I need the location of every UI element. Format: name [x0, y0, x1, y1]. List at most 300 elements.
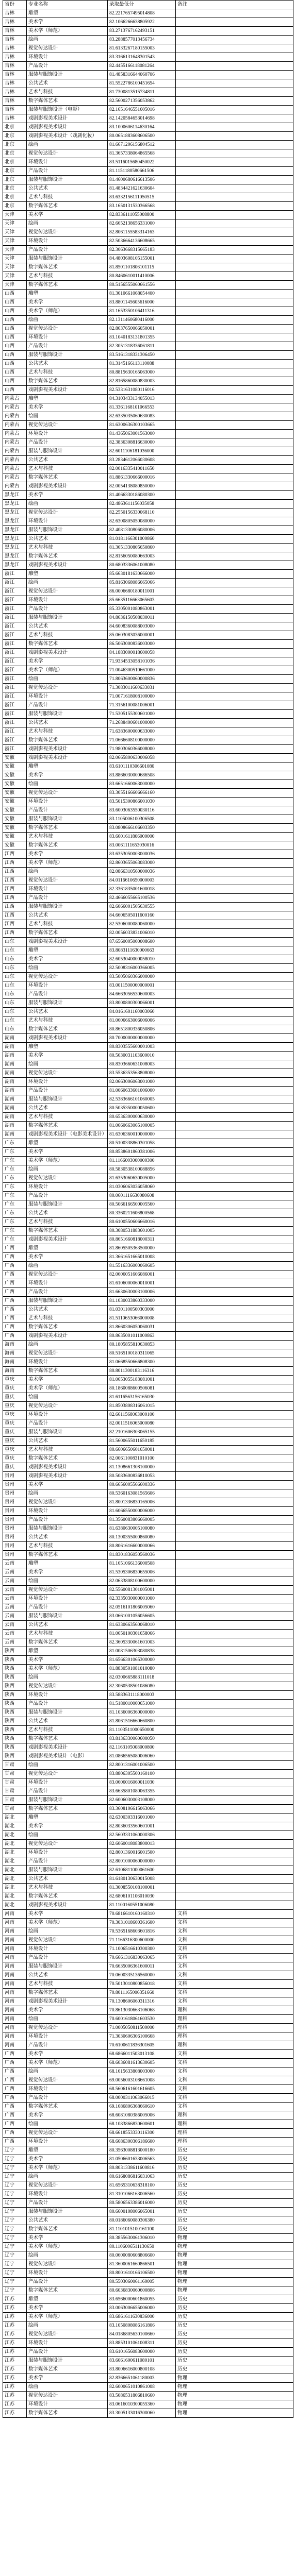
cell-remark: 历史	[176, 2295, 293, 2304]
cell-province: 江苏	[3, 2339, 27, 2348]
cell-province: 广西	[3, 1244, 27, 1253]
cell-province: 安徽	[3, 754, 27, 762]
cell-major: 环境设计	[27, 1849, 108, 1857]
cell-min-score: 80.0186060080306380	[108, 2216, 176, 2225]
table-row	[3, 1954, 293, 1962]
cell-major: 艺术与科技	[27, 1446, 108, 1454]
cell-province: 江苏	[3, 2383, 27, 2392]
cell-major: 数字媒体艺术	[27, 1227, 108, 1235]
cell-major: 雕塑	[27, 1560, 108, 1568]
cell-province: 黑龙江	[3, 552, 27, 561]
cell-province: 黑龙江	[3, 517, 27, 526]
cell-min-score: 83.6566000601860055	[108, 2295, 176, 2304]
cell-min-score: 80.5165100180311065	[108, 1349, 176, 1358]
cell-province: 河南	[3, 2015, 27, 2024]
cell-remark	[176, 1165, 293, 1174]
table-row	[3, 44, 293, 53]
cell-remark	[176, 1884, 293, 1892]
cell-remark	[176, 193, 293, 202]
cell-major: 美术学（师范）	[27, 2313, 108, 2321]
cell-province: 内蒙古	[3, 403, 27, 412]
cell-remark	[176, 360, 293, 368]
cell-min-score: 83.8000800300066001	[108, 999, 176, 1008]
table-row	[3, 1183, 293, 1192]
cell-province: 内蒙古	[3, 412, 27, 421]
cell-major: 公共艺术	[27, 1306, 108, 1314]
cell-min-score: 82.0516101806005060	[108, 1603, 176, 1612]
cell-province: 湖北	[3, 1892, 27, 1901]
cell-major: 数字媒体艺术	[27, 640, 108, 649]
cell-major: 绘画	[27, 2120, 108, 2129]
cell-min-score: 80.5035350000050600	[108, 1104, 176, 1113]
table-row	[3, 500, 293, 509]
header-remark: 备注	[176, 1, 293, 9]
cell-min-score: 81.8605505363500000	[108, 1244, 176, 1253]
cell-remark: 历史	[176, 2181, 293, 2190]
cell-major: 美术学	[27, 1568, 108, 1577]
cell-province: 天津	[3, 219, 27, 228]
table-row	[3, 2094, 293, 2103]
cell-min-score: 82.6066001505630555	[108, 903, 176, 911]
cell-province: 江苏	[3, 2374, 27, 2383]
table-row	[3, 1927, 293, 1936]
cell-min-score: 85.3305001080863001	[108, 605, 176, 614]
cell-province: 甘肃	[3, 1770, 27, 1778]
cell-min-score: 83.0011500060000001	[108, 981, 176, 990]
cell-min-score: 80.8303555600001003	[108, 1043, 176, 1052]
cell-min-score: 70.6635006361600011	[108, 1962, 176, 1971]
cell-province: 北京	[3, 158, 27, 167]
cell-major: 绘画	[27, 2067, 108, 2076]
table-row	[3, 1892, 293, 1901]
cell-major: 美术学	[27, 1253, 108, 1262]
cell-province: 湖北	[3, 1857, 27, 1866]
table-row	[3, 1262, 293, 1270]
cell-min-score: 81.0301100560303000	[108, 1306, 176, 1314]
cell-remark	[176, 614, 293, 622]
cell-major: 环境设计	[27, 2085, 108, 2094]
table-row	[3, 1691, 293, 1700]
cell-province: 浙江	[3, 666, 27, 675]
cell-major: 公共艺术	[27, 622, 108, 631]
cell-major: 数字媒体艺术	[27, 824, 108, 833]
table-row	[3, 1997, 293, 2006]
cell-min-score: 85.6635116663065603	[108, 596, 176, 605]
cell-major: 绘画	[27, 780, 108, 789]
table-row	[3, 2269, 293, 2278]
cell-major: 服装与服饰设计	[27, 351, 108, 360]
cell-min-score: 71.0071618008100000	[108, 692, 176, 701]
table-row	[3, 1586, 293, 1595]
cell-remark	[176, 1270, 293, 1279]
cell-remark: 理科	[176, 2006, 293, 2015]
cell-min-score: 80.6600108006065001	[108, 2208, 176, 2216]
table-row	[3, 1560, 293, 1568]
cell-remark	[176, 964, 293, 973]
cell-major: 艺术与科技	[27, 631, 108, 640]
cell-remark	[176, 771, 293, 780]
table-row	[3, 1673, 293, 1682]
cell-province: 湖北	[3, 1831, 27, 1840]
cell-province: 广东	[3, 1192, 27, 1200]
cell-min-score: 81.5305306830655006	[108, 1568, 176, 1577]
cell-province: 辽宁	[3, 2164, 27, 2173]
cell-min-score: 82.5600271356053862	[108, 97, 176, 106]
cell-remark	[176, 1349, 293, 1358]
cell-province: 广东	[3, 1209, 27, 1218]
cell-remark	[176, 692, 293, 701]
table-row	[3, 421, 293, 430]
cell-province: 内蒙古	[3, 447, 27, 456]
cell-province: 浙江	[3, 649, 27, 657]
cell-major: 视觉传达设计	[27, 149, 108, 158]
cell-province: 天津	[3, 272, 27, 281]
cell-province: 黑龙江	[3, 561, 27, 570]
cell-province: 浙江	[3, 710, 27, 719]
table-row	[3, 272, 293, 281]
cell-major: 产品设计	[27, 1787, 108, 1796]
cell-remark	[176, 1437, 293, 1446]
table-row	[3, 79, 293, 88]
table-row	[3, 158, 293, 167]
cell-province: 重庆	[3, 1411, 27, 1419]
cell-min-score: 81.0660663065100005	[108, 1122, 176, 1130]
cell-remark: 文科	[176, 1927, 293, 1936]
cell-province: 陕西	[3, 1665, 27, 1673]
table-row	[3, 999, 293, 1008]
cell-min-score: 70.6816610160160310	[108, 1910, 176, 1919]
table-row	[3, 1043, 293, 1052]
cell-min-score: 83.8083111630000663	[108, 946, 176, 955]
cell-remark: 文科	[176, 1919, 293, 1927]
cell-major: 美术学（师范）	[27, 27, 108, 36]
cell-major: 公共艺术	[27, 184, 108, 193]
cell-province: 浙江	[3, 614, 27, 622]
cell-remark	[176, 1691, 293, 1700]
table-row	[3, 1130, 293, 1139]
cell-remark: 历史	[176, 2339, 293, 2348]
cell-remark: 理科	[176, 2041, 293, 2050]
table-row	[3, 1393, 293, 1402]
cell-min-score: 82.3335030000001000	[108, 1595, 176, 1603]
cell-province: 广西	[3, 1262, 27, 1270]
cell-province: 贵州	[3, 1481, 27, 1489]
cell-major: 环境设计	[27, 158, 108, 167]
cell-remark: 历史	[176, 2330, 293, 2339]
cell-remark	[176, 1157, 293, 1165]
table-row	[3, 929, 293, 938]
table-row	[3, 1665, 293, 1673]
cell-min-score: 70.6100611836301605	[108, 2041, 176, 2050]
cell-major: 艺术与科技	[27, 1726, 108, 1735]
cell-major: 雕塑	[27, 395, 108, 403]
table-row	[3, 1489, 293, 1498]
cell-province: 浙江	[3, 579, 27, 587]
table-row	[3, 1962, 293, 1971]
cell-remark	[176, 1411, 293, 1419]
cell-major: 视觉传达设计	[27, 1840, 108, 1849]
cell-province: 辽宁	[3, 2286, 27, 2295]
cell-min-score: 70.6661316830063065	[108, 1954, 176, 1962]
table-row	[3, 1297, 293, 1306]
cell-major: 环境设计	[27, 798, 108, 806]
cell-province: 重庆	[3, 1437, 27, 1446]
cell-remark	[176, 1796, 293, 1805]
cell-min-score: 82.6011106181036000	[108, 447, 176, 456]
cell-min-score: 80.8815630165063000	[108, 368, 176, 377]
cell-major: 美术学	[27, 18, 108, 27]
cell-major: 戏剧影视美术设计	[27, 1472, 108, 1481]
cell-remark	[176, 1814, 293, 1822]
cell-min-score: 84.6008360088003000	[108, 622, 176, 631]
cell-major: 雕塑	[27, 1814, 108, 1822]
cell-remark	[176, 938, 293, 946]
cell-major: 数字媒体艺术	[27, 2365, 108, 2374]
cell-remark	[176, 281, 293, 290]
cell-remark	[176, 1743, 293, 1752]
cell-min-score: 82.8336111055008800	[108, 211, 176, 219]
table-row	[3, 1980, 293, 1989]
cell-major: 环境设计	[27, 237, 108, 246]
table-row	[3, 27, 293, 36]
table-row	[3, 1139, 293, 1148]
cell-major: 数字媒体艺术	[27, 377, 108, 386]
cell-min-score: 81.0306063036058060	[108, 1183, 176, 1192]
cell-province: 陕西	[3, 1656, 27, 1665]
cell-remark	[176, 1446, 293, 1454]
cell-major: 美术学	[27, 403, 108, 412]
cell-min-score: 85.0603083036000001	[108, 631, 176, 640]
cell-remark: 文科	[176, 2067, 293, 2076]
cell-major: 戏剧影视美术设计（戏剧化妆）	[27, 132, 108, 141]
cell-province: 浙江	[3, 692, 27, 701]
cell-min-score: 69.1686806368660610	[108, 2103, 176, 2111]
table-row	[3, 1016, 293, 1025]
table-row	[3, 2173, 293, 2181]
cell-min-score: 81.0506601633006563	[108, 2155, 176, 2164]
cell-min-score: 82.0056033831006010	[108, 929, 176, 938]
table-row	[3, 18, 293, 27]
cell-remark	[176, 1419, 293, 1428]
cell-min-score: 71.3083011660633031	[108, 684, 176, 692]
cell-province: 山西	[3, 333, 27, 342]
cell-min-score: 83.3166131648301543	[108, 53, 176, 62]
cell-remark	[176, 1717, 293, 1726]
cell-min-score: 82.1420584653014698	[108, 114, 176, 123]
cell-major: 美术学	[27, 1052, 108, 1060]
cell-major: 公共艺术	[27, 1008, 108, 1016]
cell-remark	[176, 1752, 293, 1761]
cell-remark: 物理	[176, 2251, 293, 2260]
cell-min-score: 83.6861611630836000	[108, 2313, 176, 2321]
table-row	[3, 447, 293, 456]
table-row	[3, 903, 293, 911]
cell-remark	[176, 990, 293, 999]
cell-province: 湖北	[3, 1884, 27, 1892]
cell-remark	[176, 491, 293, 500]
cell-remark: 文科	[176, 2050, 293, 2059]
cell-remark: 文科	[176, 1962, 293, 1971]
cell-province: 陕西	[3, 1708, 27, 1717]
cell-min-score: 83.0808666106603350	[108, 824, 176, 833]
cell-min-score: 80.1106006511130650	[108, 2243, 176, 2251]
cell-province: 吉林	[3, 44, 27, 53]
cell-major: 环境设计	[27, 2269, 108, 2278]
cell-min-score: 81.4066330186080300	[108, 491, 176, 500]
cell-major: 视觉传达设计	[27, 2392, 108, 2400]
cell-remark	[176, 1043, 293, 1052]
cell-remark: 文科	[176, 1997, 293, 2006]
cell-min-score: 80.6036830060600806	[108, 2286, 176, 2295]
cell-province: 云南	[3, 1560, 27, 1568]
table-row	[3, 263, 293, 272]
table-row	[3, 1437, 293, 1446]
cell-province: 辽宁	[3, 2269, 27, 2278]
cell-min-score: 71.3030606306100668	[108, 2032, 176, 2041]
table-row	[3, 1866, 293, 1875]
table-row	[3, 1857, 293, 1866]
cell-remark	[176, 114, 293, 123]
cell-province: 山东	[3, 981, 27, 990]
cell-remark	[176, 885, 293, 894]
cell-major: 美术学（师范）	[27, 859, 108, 868]
table-row	[3, 307, 293, 316]
cell-major: 环境设计	[27, 1945, 108, 1954]
cell-province: 江西	[3, 920, 27, 929]
cell-remark	[176, 1122, 293, 1130]
cell-min-score: 82.6335035060630083	[108, 412, 176, 421]
table-row	[3, 2111, 293, 2120]
table-row	[3, 141, 293, 149]
cell-min-score: 82.0663006063001000	[108, 1078, 176, 1087]
cell-min-score: 71.0046300510661000	[108, 666, 176, 675]
table-row	[3, 833, 293, 841]
cell-province: 广西	[3, 1314, 27, 1323]
table-row	[3, 1235, 293, 1244]
cell-remark	[176, 1341, 293, 1349]
table-row	[3, 2243, 293, 2251]
cell-remark: 文科	[176, 2085, 293, 2094]
cell-major: 绘画	[27, 500, 108, 509]
cell-province: 山西	[3, 316, 27, 325]
cell-remark	[176, 903, 293, 911]
table-row	[3, 211, 293, 219]
table-row	[3, 964, 293, 973]
table-row	[3, 456, 293, 465]
cell-province: 山东	[3, 946, 27, 955]
cell-province: 浙江	[3, 675, 27, 684]
table-row	[3, 1507, 293, 1516]
cell-major: 美术学（师范）	[27, 307, 108, 316]
cell-province: 陕西	[3, 1700, 27, 1708]
cell-major: 环境设计	[27, 1507, 108, 1516]
cell-min-score: 81.5600655011650185	[108, 1437, 176, 1446]
table-row	[3, 1621, 293, 1630]
cell-remark	[176, 1454, 293, 1463]
cell-remark	[176, 1034, 293, 1043]
cell-min-score: 80.5806563386016000	[108, 2199, 176, 2208]
cell-major: 数字媒体艺术	[27, 281, 108, 290]
cell-major: 公共艺术	[27, 911, 108, 920]
table-row	[3, 1542, 293, 1551]
cell-province: 广西	[3, 2129, 27, 2138]
cell-remark	[176, 754, 293, 762]
cell-major: 环境设计	[27, 885, 108, 894]
table-row	[3, 1306, 293, 1314]
table-row	[3, 841, 293, 850]
cell-province: 辽宁	[3, 2181, 27, 2190]
cell-province: 安徽	[3, 815, 27, 824]
cell-province: 江苏	[3, 2321, 27, 2330]
cell-province: 广西	[3, 2076, 27, 2085]
cell-min-score: 83.5536353563808000	[108, 1069, 176, 1078]
cell-remark	[176, 1367, 293, 1376]
table-row	[3, 666, 293, 675]
cell-remark	[176, 167, 293, 176]
cell-province: 重庆	[3, 1376, 27, 1384]
cell-major: 服装与服饰设计	[27, 710, 108, 719]
cell-province: 江苏	[3, 2295, 27, 2304]
cell-min-score: 82.0011516065000080	[108, 1419, 176, 1428]
cell-major: 艺术与科技	[27, 88, 108, 97]
table-row	[3, 2383, 293, 2392]
cell-major: 视觉传达设计	[27, 2330, 108, 2339]
cell-remark	[176, 1901, 293, 1910]
cell-major: 视觉传达设计	[27, 684, 108, 692]
table-row	[3, 1288, 293, 1297]
cell-min-score: 81.8861330666000016	[108, 473, 176, 482]
cell-min-score: 82.8061155583314163	[108, 228, 176, 237]
table-row	[3, 377, 293, 386]
cell-province: 吉林	[3, 97, 27, 106]
table-row	[3, 1849, 293, 1857]
cell-major: 视觉传达设计	[27, 1069, 108, 1078]
cell-min-score: 83.0063006655006000	[108, 2304, 176, 2313]
cell-major: 数字媒体艺术	[27, 841, 108, 850]
cell-remark	[176, 649, 293, 657]
cell-min-score: 81.3651330805650860	[108, 544, 176, 552]
cell-remark	[176, 1218, 293, 1227]
cell-remark	[176, 53, 293, 62]
cell-remark: 文科	[176, 2076, 293, 2085]
cell-remark	[176, 1630, 293, 1638]
table-row	[3, 2330, 293, 2339]
cell-province: 黑龙江	[3, 500, 27, 509]
cell-province: 湖北	[3, 1875, 27, 1884]
cell-province: 浙江	[3, 657, 27, 666]
cell-major: 产品设计	[27, 605, 108, 614]
cell-major: 视觉传达设计	[27, 1349, 108, 1358]
table-row	[3, 1743, 293, 1752]
cell-min-score: 83.5883631118000003	[108, 1691, 176, 1700]
cell-province: 湖北	[3, 1814, 27, 1822]
cell-major: 绘画	[27, 2251, 108, 2260]
table-row	[3, 2286, 293, 2295]
cell-remark	[176, 1638, 293, 1647]
cell-min-score: 82.3051318336061811	[108, 342, 176, 351]
cell-province: 辽宁	[3, 2216, 27, 2225]
table-row	[3, 552, 293, 561]
cell-major: 产品设计	[27, 1192, 108, 1200]
cell-remark	[176, 727, 293, 736]
cell-major: 公共艺术	[27, 1717, 108, 1726]
cell-province: 重庆	[3, 1384, 27, 1393]
table-row	[3, 1314, 293, 1323]
table-row	[3, 1770, 293, 1778]
cell-major: 美术学	[27, 2111, 108, 2120]
cell-province: 黑龙江	[3, 535, 27, 544]
cell-min-score: 81.3145166113110088	[108, 360, 176, 368]
